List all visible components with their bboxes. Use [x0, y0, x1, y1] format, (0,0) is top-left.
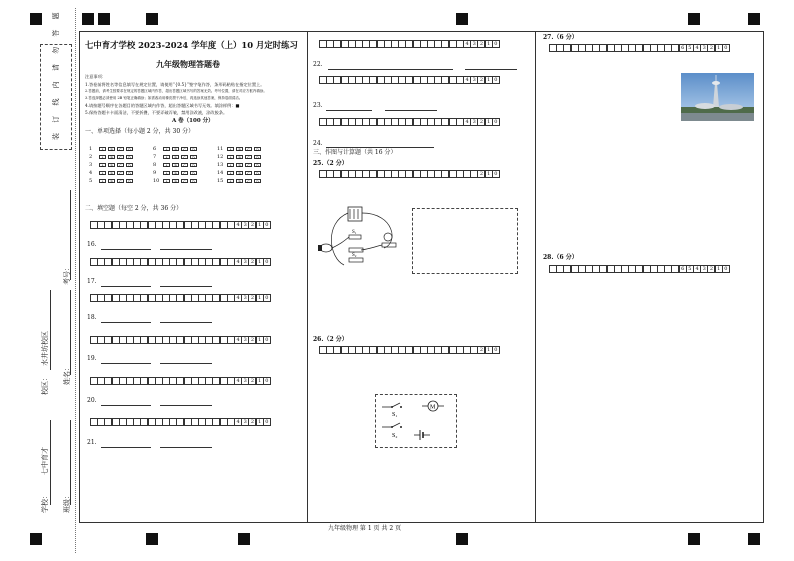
mc-option-bubble[interactable]: B: [236, 171, 243, 176]
mc-option-bubble[interactable]: A: [163, 155, 170, 160]
registration-mark: [748, 533, 760, 545]
mc-number: 5: [89, 178, 93, 184]
score-digit[interactable]: 0: [492, 118, 500, 126]
score-box-row[interactable]: [549, 265, 729, 273]
mc-number: 2: [89, 154, 93, 160]
class-line: [70, 420, 71, 505]
mc-item: [89, 162, 133, 168]
registration-mark: [688, 13, 700, 25]
question-number: 28.（6 分）: [543, 254, 578, 261]
notice-line: 3.答选择题必须使用 2B 铅笔正确填涂；如需改动用橡皮擦干净后，再选涂其他答案，保持卷面清洁。: [85, 96, 243, 100]
answer-blank[interactable]: [385, 110, 437, 111]
mc-option-bubble[interactable]: D: [126, 179, 133, 184]
score-digit[interactable]: 4: [234, 336, 242, 344]
notice-line: 1.答卷前将姓名等信息填写在规定位置，请使用“{0.5}”签字笔作答，条形码粘贴在指定位置上。: [85, 82, 265, 87]
score-digit[interactable]: 2: [707, 44, 715, 52]
mc-item: [217, 170, 261, 176]
name-line: [70, 290, 71, 375]
mc-option-bubble[interactable]: C: [181, 155, 188, 160]
answer-blank[interactable]: [326, 110, 372, 111]
registration-mark: [456, 533, 468, 545]
mc-option-bubble[interactable]: C: [117, 147, 124, 152]
registration-mark: [456, 13, 468, 25]
score-box-row[interactable]: [90, 377, 270, 385]
score-digit[interactable]: 3: [241, 418, 249, 426]
svg-text:S₂: S₂: [352, 253, 357, 258]
registration-mark: [82, 13, 94, 25]
score-digit[interactable]: 3: [241, 336, 249, 344]
campus-line: [50, 290, 51, 370]
score-digit[interactable]: 4: [234, 418, 242, 426]
mc-option-bubble[interactable]: C: [181, 179, 188, 184]
score-digit[interactable]: 3: [470, 76, 478, 84]
score-digit[interactable]: 0: [263, 418, 271, 426]
part1-heading: 一、单项选择（每小题 2 分，共 30 分）: [85, 128, 195, 135]
binding-warning: 装 订 线 内 请 勿 答 题: [52, 8, 60, 140]
score-box-row[interactable]: [549, 44, 729, 52]
score-digit[interactable]: 0: [492, 346, 500, 354]
score-digit[interactable]: 0: [722, 44, 730, 52]
score-digit[interactable]: 1: [256, 418, 264, 426]
mc-option-bubble[interactable]: C: [245, 163, 252, 168]
answer-blank[interactable]: [160, 286, 212, 287]
circuit-diagram: [376, 395, 454, 445]
question-number: 20.: [87, 397, 97, 404]
mc-number: 7: [153, 154, 157, 160]
mc-option-bubble[interactable]: B: [236, 179, 243, 184]
mc-number: 11: [217, 146, 224, 152]
mc-option-bubble[interactable]: A: [163, 171, 170, 176]
answer-blank[interactable]: [326, 147, 434, 148]
mc-option-bubble[interactable]: B: [172, 147, 179, 152]
score-digit[interactable]: 4: [463, 76, 471, 84]
svg-text:M: M: [430, 404, 436, 411]
score-digit[interactable]: 1: [485, 346, 493, 354]
score-digit[interactable]: 3: [241, 221, 249, 229]
mc-option-bubble[interactable]: C: [181, 171, 188, 176]
score-box-row[interactable]: [319, 170, 499, 178]
tower-photo: [681, 73, 754, 121]
mc-option-bubble[interactable]: A: [227, 155, 234, 160]
mc-number: 14: [217, 170, 224, 176]
mc-number: 6: [153, 146, 157, 152]
mc-option-bubble[interactable]: D: [126, 147, 133, 152]
question-number: 25.（2 分）: [313, 160, 348, 167]
score-digit[interactable]: 4: [234, 377, 242, 385]
answer-blank[interactable]: [160, 363, 212, 364]
circuit-sketch: [314, 203, 409, 275]
answer-blank[interactable]: [160, 249, 212, 250]
score-digit[interactable]: 2: [477, 346, 485, 354]
score-digit[interactable]: 3: [700, 265, 708, 273]
exam-no-label: 考号：: [63, 264, 71, 285]
mc-option-bubble[interactable]: A: [99, 179, 106, 184]
exam-title: 七中育才学校 2023-2024 学年度（上）10 月定时练习: [85, 40, 298, 50]
answer-blank[interactable]: [465, 69, 517, 70]
score-digit[interactable]: 1: [485, 76, 493, 84]
score-digit[interactable]: 2: [248, 258, 256, 266]
score-box-row[interactable]: [90, 221, 270, 229]
score-box-row[interactable]: [319, 40, 499, 48]
registration-mark: [238, 533, 250, 545]
mc-option-bubble[interactable]: D: [126, 163, 133, 168]
score-digit[interactable]: 0: [492, 76, 500, 84]
column-separator: [307, 31, 308, 522]
score-digit[interactable]: 4: [693, 44, 701, 52]
score-box-row[interactable]: [90, 336, 270, 344]
mc-option-bubble[interactable]: C: [245, 171, 252, 176]
mc-item: [153, 146, 197, 152]
score-digit[interactable]: 3: [700, 44, 708, 52]
score-digit[interactable]: 4: [234, 221, 242, 229]
mc-option-bubble[interactable]: D: [254, 147, 261, 152]
score-digit[interactable]: 3: [241, 258, 249, 266]
score-digit[interactable]: 4: [693, 265, 701, 273]
notice-line: 4.请按题号顺序在各题目的答题区域内作答，超出答题区域书写无效。填涂样例：■: [85, 103, 240, 108]
mc-option-bubble[interactable]: B: [236, 147, 243, 152]
mc-item: [89, 154, 133, 160]
score-digit[interactable]: 4: [463, 40, 471, 48]
score-digit[interactable]: 0: [492, 170, 500, 178]
mc-item: [217, 162, 261, 168]
registration-mark: [146, 533, 158, 545]
score-box-row[interactable]: [90, 258, 270, 266]
score-digit[interactable]: 3: [241, 377, 249, 385]
mc-option-bubble[interactable]: A: [227, 179, 234, 184]
score-digit[interactable]: 0: [263, 294, 271, 302]
question-number: 23.: [313, 102, 323, 109]
mc-number: 1: [89, 146, 93, 152]
mc-option-bubble[interactable]: B: [108, 171, 115, 176]
registration-mark: [688, 533, 700, 545]
score-digit[interactable]: 3: [470, 118, 478, 126]
mc-option-bubble[interactable]: D: [190, 147, 197, 152]
score-digit[interactable]: 4: [234, 294, 242, 302]
question-number: 24.: [313, 140, 323, 147]
score-digit[interactable]: 1: [256, 377, 264, 385]
score-digit[interactable]: 1: [256, 336, 264, 344]
campus-value: 水井坊校区: [41, 331, 49, 366]
registration-mark: [30, 533, 42, 545]
mc-option-bubble[interactable]: C: [117, 155, 124, 160]
mc-option-bubble[interactable]: B: [172, 155, 179, 160]
score-digit[interactable]: 6: [679, 44, 687, 52]
mc-option-bubble[interactable]: A: [99, 147, 106, 152]
score-digit[interactable]: 1: [485, 118, 493, 126]
mc-item: [217, 146, 261, 152]
mc-option-bubble[interactable]: D: [254, 179, 261, 184]
mc-option-bubble[interactable]: D: [254, 163, 261, 168]
mc-option-bubble[interactable]: B: [108, 147, 115, 152]
mc-number: 15: [217, 178, 224, 184]
mc-option-bubble[interactable]: C: [117, 179, 124, 184]
answer-blank[interactable]: [101, 249, 151, 250]
question-number: 17.: [87, 278, 97, 285]
answer-blank[interactable]: [160, 447, 212, 448]
registration-mark: [146, 13, 158, 25]
mc-option-bubble[interactable]: A: [163, 147, 170, 152]
answer-blank[interactable]: [101, 322, 151, 323]
svg-text:S₂: S₂: [392, 433, 398, 439]
mc-option-bubble[interactable]: C: [117, 163, 124, 168]
notice-line: 2.答题前，请考生按要求在规定的答题区域内作答，超出答题区域书写的答案无效。考号位置，请在对应方框内填涂。: [85, 89, 267, 93]
mc-option-bubble[interactable]: A: [163, 163, 170, 168]
score-digit[interactable]: 2: [477, 76, 485, 84]
mc-option-bubble[interactable]: B: [108, 179, 115, 184]
mc-item: [153, 178, 197, 184]
mc-option-bubble[interactable]: B: [108, 155, 115, 160]
score-digit[interactable]: 1: [256, 258, 264, 266]
mc-number: 9: [153, 170, 157, 176]
score-digit[interactable]: 4: [463, 118, 471, 126]
answer-blank[interactable]: [328, 69, 453, 70]
mc-option-bubble[interactable]: A: [227, 163, 234, 168]
mc-item: [153, 162, 197, 168]
answer-blank[interactable]: [160, 322, 212, 323]
mc-option-bubble[interactable]: D: [190, 163, 197, 168]
score-digit[interactable]: 6: [679, 265, 687, 273]
mc-option-bubble[interactable]: C: [117, 171, 124, 176]
school-line: [50, 420, 51, 505]
mc-option-bubble[interactable]: B: [172, 179, 179, 184]
score-digit[interactable]: 2: [248, 336, 256, 344]
score-digit[interactable]: 3: [241, 294, 249, 302]
score-digit[interactable]: 2: [707, 265, 715, 273]
score-digit[interactable]: 0: [492, 40, 500, 48]
mc-option-bubble[interactable]: A: [99, 155, 106, 160]
name-label: 姓名：: [63, 364, 71, 385]
section-a-heading: A 卷（100 分）: [172, 118, 214, 124]
score-digit[interactable]: 2: [477, 170, 485, 178]
registration-mark: [748, 13, 760, 25]
score-digit[interactable]: 1: [485, 170, 493, 178]
mc-option-bubble[interactable]: B: [172, 171, 179, 176]
score-digit[interactable]: 1: [256, 221, 264, 229]
mc-option-bubble[interactable]: A: [227, 171, 234, 176]
exam-no-line: [70, 190, 71, 280]
score-digit[interactable]: 1: [715, 265, 723, 273]
mc-option-bubble[interactable]: B: [172, 163, 179, 168]
score-box-row[interactable]: [319, 346, 499, 354]
score-box-row[interactable]: [319, 118, 499, 126]
answer-blank[interactable]: [101, 405, 151, 406]
svg-text:S₁: S₁: [392, 412, 398, 418]
mc-number: 10: [153, 178, 160, 184]
question-number: 26.（2 分）: [313, 336, 348, 343]
mc-option-bubble[interactable]: D: [190, 155, 197, 160]
score-digit[interactable]: 2: [248, 377, 256, 385]
score-box-row[interactable]: [90, 294, 270, 302]
question-number: 19.: [87, 355, 97, 362]
mc-option-bubble[interactable]: D: [190, 171, 197, 176]
mc-item: [217, 154, 261, 160]
school-label: 学校：: [41, 492, 49, 513]
mc-option-bubble[interactable]: C: [245, 179, 252, 184]
campus-label: 校区：: [41, 374, 49, 395]
score-digit[interactable]: 0: [263, 377, 271, 385]
mc-number: 4: [89, 170, 93, 176]
part3-heading: 三、作图与计算题（共 16 分）: [313, 149, 397, 156]
mc-item: [89, 146, 133, 152]
mc-option-bubble[interactable]: D: [190, 179, 197, 184]
score-box-row[interactable]: [319, 76, 499, 84]
score-digit[interactable]: 3: [470, 40, 478, 48]
mc-option-bubble[interactable]: D: [254, 155, 261, 160]
mc-option-bubble[interactable]: C: [245, 155, 252, 160]
drawing-area[interactable]: [412, 208, 518, 274]
question-number: 18.: [87, 314, 97, 321]
score-box-row[interactable]: [90, 418, 270, 426]
score-digit[interactable]: 0: [263, 336, 271, 344]
answer-blank[interactable]: [101, 363, 151, 364]
score-digit[interactable]: 0: [263, 221, 271, 229]
cut-line: [75, 8, 76, 553]
question-number: 21.: [87, 439, 97, 446]
paper-subtitle: 九年级物理答题卷: [156, 59, 220, 69]
answer-blank[interactable]: [160, 405, 212, 406]
score-digit[interactable]: 5: [686, 265, 694, 273]
mc-option-bubble[interactable]: D: [254, 171, 261, 176]
question-number: 22.: [313, 61, 323, 68]
score-digit[interactable]: 5: [686, 44, 694, 52]
mc-number: 3: [89, 162, 93, 168]
mc-option-bubble[interactable]: D: [126, 171, 133, 176]
mc-option-bubble[interactable]: D: [126, 155, 133, 160]
mc-option-bubble[interactable]: A: [227, 147, 234, 152]
mc-item: [89, 170, 133, 176]
mc-option-bubble[interactable]: A: [163, 179, 170, 184]
mc-option-bubble[interactable]: B: [236, 163, 243, 168]
svg-text:S₁: S₁: [352, 230, 357, 235]
mc-item: [89, 178, 133, 184]
score-digit[interactable]: 2: [248, 294, 256, 302]
score-digit[interactable]: 4: [234, 258, 242, 266]
mc-number: 8: [153, 162, 157, 168]
score-digit[interactable]: 2: [248, 418, 256, 426]
answer-blank[interactable]: [101, 286, 151, 287]
page-footer: 九年级物理 第 1 页 共 2 页: [328, 525, 402, 532]
score-digit[interactable]: 2: [248, 221, 256, 229]
score-digit[interactable]: 0: [263, 258, 271, 266]
answer-blank[interactable]: [101, 447, 151, 448]
question-number: 27.（6 分）: [543, 34, 578, 41]
part2-heading: 二、填空题（每空 2 分，共 36 分）: [85, 205, 183, 212]
mc-number: 13: [217, 162, 224, 168]
question-number: 16.: [87, 241, 97, 248]
mc-option-bubble[interactable]: B: [236, 155, 243, 160]
mc-item: [217, 178, 261, 184]
mc-option-bubble[interactable]: C: [245, 147, 252, 152]
mc-item: [153, 170, 197, 176]
score-digit[interactable]: 1: [256, 294, 264, 302]
score-digit[interactable]: 0: [722, 265, 730, 273]
mc-option-bubble[interactable]: A: [99, 163, 106, 168]
mc-option-bubble[interactable]: C: [181, 163, 188, 168]
school-value: 七中育才: [41, 447, 49, 475]
mc-option-bubble[interactable]: B: [108, 163, 115, 168]
mc-option-bubble[interactable]: C: [181, 147, 188, 152]
mc-number: 12: [217, 154, 224, 160]
score-digit[interactable]: 1: [485, 40, 493, 48]
score-digit[interactable]: 2: [477, 40, 485, 48]
score-digit[interactable]: 2: [477, 118, 485, 126]
column-separator: [535, 31, 536, 522]
mc-item: [153, 154, 197, 160]
class-label: 班级：: [63, 492, 71, 513]
score-digit[interactable]: 1: [715, 44, 723, 52]
notice-heading: 注意事项：: [85, 74, 106, 79]
mc-option-bubble[interactable]: A: [99, 171, 106, 176]
notice-line: 5.保持答题卡卡面清洁，不要折叠，不要弄破弄皱，禁用涂改液，涂改胶条。: [85, 110, 228, 115]
registration-mark: [30, 13, 42, 25]
registration-mark: [98, 13, 110, 25]
